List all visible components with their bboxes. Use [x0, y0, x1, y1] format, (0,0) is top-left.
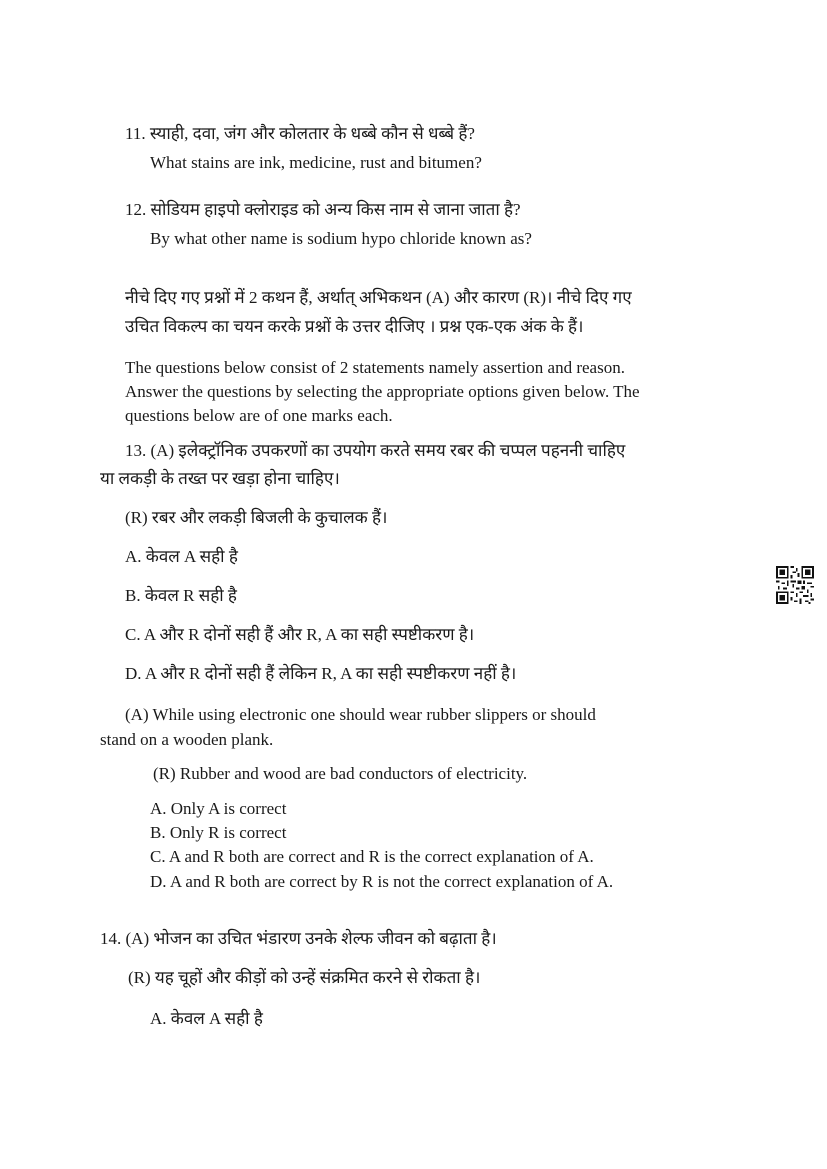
q13-hindi-option-d: D. A और R दोनों सही हैं लेकिन R, A का सही स्पष्टीकरण नहीं है। [125, 664, 517, 683]
q13-hindi-assertion-line2: या लकड़ी के तख्त पर खड़ा होना चाहिए। [100, 469, 340, 488]
q14-hindi-option-a: A. केवल A सही है [150, 1009, 263, 1028]
instructions-english-line1: The questions below consist of 2 statements namely assertion and reason. [125, 358, 625, 377]
q13-english-option-c: C. A and R both are correct and R is the correct explanation of A. [150, 847, 594, 866]
q13-english-assertion-line1: (A) While using electronic one should wear rubber slippers or should [125, 705, 596, 724]
q12-hindi: 12. सोडियम हाइपो क्लोराइड को अन्य किस नाम से जाना जाता है? [125, 200, 521, 219]
q12-english: By what other name is sodium hypo chloride known as? [150, 229, 532, 248]
q13-english-reason: (R) Rubber and wood are bad conductors of electricity. [153, 764, 528, 783]
q13-english-option-a: A. Only A is correct [150, 799, 287, 818]
q13-english-option-d: D. A and R both are correct by R is not the correct explanation of A. [150, 872, 614, 891]
q11-english: What stains are ink, medicine, rust and bitumen? [150, 153, 482, 172]
qr-code-icon [776, 566, 814, 604]
instructions-english-line3: questions below are of one marks each. [125, 406, 393, 425]
instructions-english-line2: Answer the questions by selecting the appropriate options given below. The [125, 382, 640, 401]
q13-english-option-b: B. Only R is correct [150, 823, 287, 842]
q13-hindi-reason: (R) रबर और लकड़ी बिजली के कुचालक हैं। [125, 508, 388, 527]
q14-hindi-assertion: 14. (A) भोजन का उचित भंडारण उनके शेल्फ जीवन को बढ़ाता है। [100, 929, 497, 948]
q13-english-assertion-line2: stand on a wooden plank. [100, 730, 274, 749]
q13-hindi-assertion-line1: 13. (A) इलेक्ट्रॉनिक उपकरणों का उपयोग करते समय रबर की चप्पल पहननी चाहिए [125, 441, 626, 460]
q13-hindi-option-c: C. A और R दोनों सही हैं और R, A का सही स्पष्टीकरण है। [125, 625, 475, 644]
q11-hindi: 11. स्याही, दवा, जंग और कोलतार के धब्बे कौन से धब्बे हैं? [125, 124, 475, 143]
q13-hindi-option-b: B. केवल R सही है [125, 586, 237, 605]
q14-hindi-reason: (R) यह चूहों और कीड़ों को उन्हें संक्रमित करने से रोकता है। [128, 968, 481, 987]
instructions-hindi-line1: नीचे दिए गए प्रश्नों में 2 कथन हैं, अर्थात् अभिकथन (A) और कारण (R)। नीचे दिए गए [125, 288, 632, 307]
q13-hindi-option-a: A. केवल A सही है [125, 547, 238, 566]
instructions-hindi-line2: उचित विकल्प का चयन करके प्रश्नों के उत्तर दीजिए । प्रश्न एक-एक अंक के हैं। [125, 317, 584, 336]
